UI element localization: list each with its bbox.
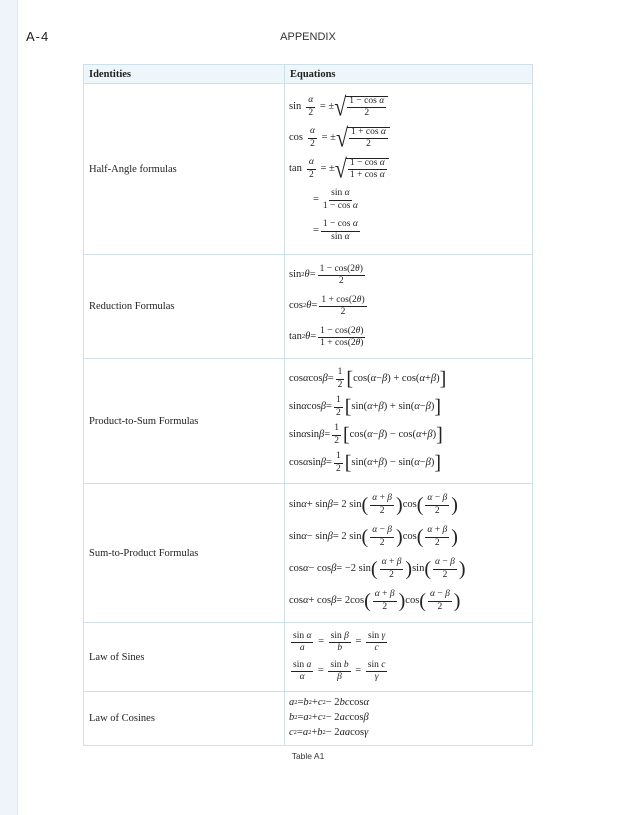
equation: cos α + cos β = 2cos ( $\frac{\alpha + \beta}{2}$ ) cos ( $\frac{\alpha - \beta}{2}$ ) bbox=[289, 589, 461, 612]
equation: sin $\frac{\alpha}{2}$ = ± √ $\frac{\text{1 − cos α}}{2}$ bbox=[289, 92, 528, 123]
equations-law-of-cosines bbox=[285, 692, 533, 746]
table-row bbox=[84, 692, 533, 746]
header-equations: Equations bbox=[285, 65, 533, 84]
equation: cos $\frac{\alpha}{2}$ = ± √ $\frac{\text{1 + cos α}}{2}$ bbox=[289, 123, 528, 154]
identities-table bbox=[83, 64, 533, 746]
equation: = $\frac{\text{1 − cos α}}{\text{sin α}}$ bbox=[313, 219, 358, 242]
table-row bbox=[84, 255, 533, 359]
table-row bbox=[84, 623, 533, 692]
equation: sin α − sin β = 2 sin ( $\frac{\alpha - \beta}{2}$ ) cos ( $\frac{\alpha + \beta}{2}$ ) bbox=[289, 525, 458, 548]
page-number: A-4 bbox=[26, 29, 50, 44]
equations-reduction bbox=[285, 255, 533, 359]
equation: sin α sin β = $\frac{1}{2}$ [ cos( α − β ) − cos( α + β ) ] bbox=[289, 423, 443, 446]
table-row bbox=[84, 484, 533, 623]
header-identities: Identities bbox=[84, 65, 285, 84]
equation: cos α sin β = $\frac{1}{2}$ [ sin( α + β ) − sin( α − β ) ] bbox=[289, 451, 442, 474]
equation: a 2 = b 2 + c 2 − 2 bc cos α bbox=[289, 697, 369, 709]
running-head-text: APPENDIX bbox=[280, 31, 336, 43]
running-head bbox=[0, 31, 630, 43]
equation: sin α + sin β = 2 sin ( $\frac{\alpha + \beta}{2}$ ) cos ( $\frac{\alpha - \beta}{2}$ ) bbox=[289, 493, 458, 516]
table-caption bbox=[0, 751, 630, 761]
equation: b 2 = a 2 + c 2 − 2 ac cos β bbox=[289, 712, 369, 724]
equation: c 2 = a 2 + b 2 − 2 aa cos γ bbox=[289, 727, 369, 739]
equation: cos 2 θ = $\frac{1 + \cos(2\theta)}{2}$ bbox=[289, 294, 365, 317]
equation: tan $\frac{\alpha}{2}$ = ± √ $\frac{\text{1 − cos α}}{\text{1 + cos α}}$ bbox=[289, 154, 528, 185]
equations-half-angle bbox=[285, 84, 533, 255]
table-row bbox=[84, 359, 533, 484]
side-margin-stripe bbox=[0, 0, 18, 815]
table-caption-text: Table A1 bbox=[291, 751, 325, 761]
equation: tan 2 θ = $\frac{1 - \cos(2\theta)}{1 + \cos(2\theta)}$ bbox=[289, 325, 364, 348]
equations-product-to-sum bbox=[285, 359, 533, 484]
identity-sum-to-product: Sum-to-Product Formulas bbox=[84, 484, 285, 623]
equation: sin 2 θ = $\frac{1 - \cos(2\theta)}{2}$ bbox=[289, 263, 363, 286]
equation: $\frac{\text{sin α}}{a}$ = $\frac{\text{sin β}}{b}$ = $\frac{\text{sin γ}}{c}$ bbox=[293, 630, 386, 653]
equations-law-of-sines bbox=[285, 623, 533, 692]
equation: = $\frac{\text{sin α}}{\text{1 − cos α}}$ bbox=[313, 188, 358, 211]
equation: cos α cos β = $\frac{1}{2}$ [ cos( α − β ) + cos( α + β ) ] bbox=[289, 367, 447, 390]
equations-sum-to-product bbox=[285, 484, 533, 623]
table-row bbox=[84, 84, 533, 255]
identity-reduction: Reduction Formulas bbox=[84, 255, 285, 359]
identity-product-to-sum: Product-to-Sum Formulas bbox=[84, 359, 285, 484]
equation: sin α cos β = $\frac{1}{2}$ [ sin( α + β ) + sin( α − β ) ] bbox=[289, 395, 442, 418]
table-header-row bbox=[84, 65, 533, 84]
equation: $\frac{\text{sin a}}{\alpha}$ = $\frac{\text{sin b}}{\beta}$ = $\frac{\text{sin c}}{\gamma}$ bbox=[293, 659, 386, 682]
identity-half-angle: Half-Angle formulas bbox=[84, 84, 285, 255]
identity-law-of-cosines: Law of Cosines bbox=[84, 692, 285, 746]
equation: cos α − cos β = −2 sin ( $\frac{\alpha + \beta}{2}$ ) sin ( $\frac{\alpha - \beta}{2}$ ) bbox=[289, 557, 466, 580]
identity-law-of-sines: Law of Sines bbox=[84, 623, 285, 692]
